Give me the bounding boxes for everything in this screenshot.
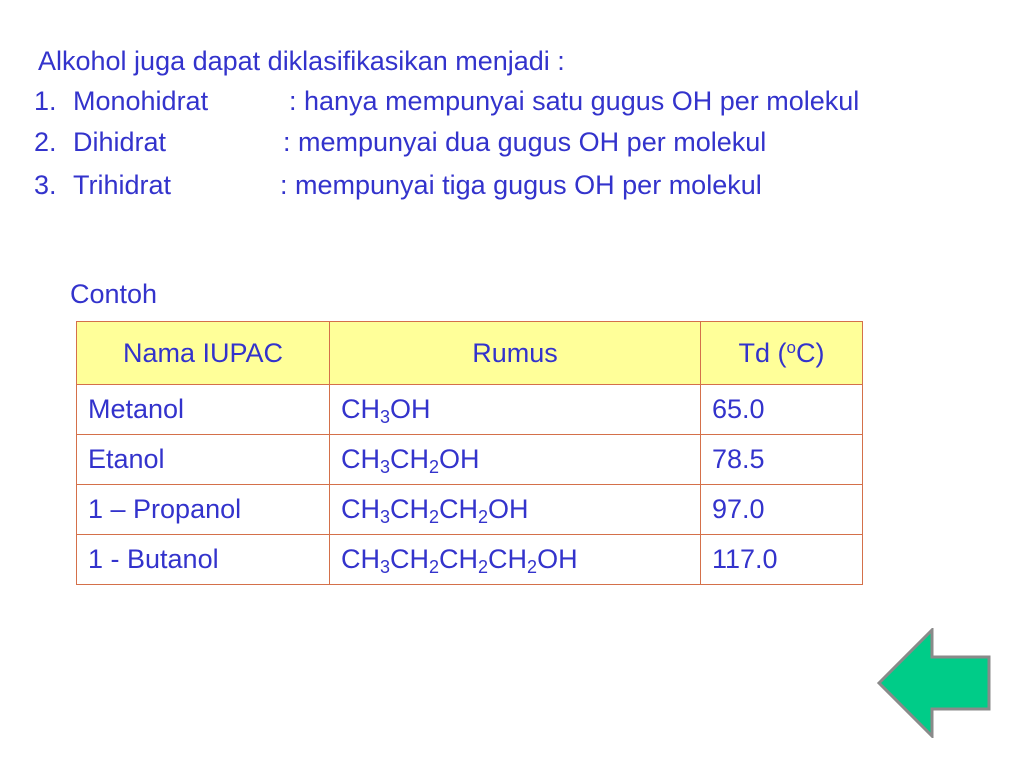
formula-group: CH — [341, 494, 380, 524]
formula-group: CH — [488, 544, 528, 574]
header-bp-prefix: Td ( — [738, 337, 787, 368]
alcohol-table — [76, 321, 863, 585]
cell-boiling-point: 117.0 — [701, 535, 863, 585]
cell-name: Etanol — [77, 435, 330, 485]
left-arrow-icon — [876, 628, 994, 738]
header-bp-suffix: C) — [795, 337, 825, 368]
list-term: Monohidrat — [73, 86, 209, 116]
cell-name: 1 – Propanol — [77, 485, 330, 535]
table-row — [77, 385, 863, 435]
list-number: 3. — [34, 170, 57, 200]
formula-subscript: 3 — [380, 557, 391, 577]
list-item — [34, 129, 1024, 161]
formula-subscript: 2 — [429, 457, 440, 477]
formula-group: OH — [439, 444, 480, 474]
cell-formula — [330, 485, 701, 535]
formula-group: OH — [537, 544, 578, 574]
formula-subscript: 2 — [478, 507, 489, 527]
cell-formula — [330, 435, 701, 485]
formula-group: CH — [390, 544, 430, 574]
formula-subscript: 3 — [380, 507, 391, 527]
cell-boiling-point: 65.0 — [701, 385, 863, 435]
formula-subscript: 2 — [429, 557, 440, 577]
list-number: 1. — [34, 86, 57, 116]
formula-group: OH — [488, 494, 529, 524]
list-term: Dihidrat — [73, 127, 167, 157]
formula-subscript: 3 — [380, 407, 391, 427]
formula-group: CH — [341, 394, 380, 424]
list-description: : mempunyai tiga gugus OH per molekul — [280, 170, 762, 200]
list-term: Trihidrat — [73, 170, 172, 200]
formula-group: CH — [341, 544, 380, 574]
table-row — [77, 485, 863, 535]
header-boiling-point — [701, 322, 863, 385]
formula-subscript: 2 — [478, 557, 489, 577]
formula-subscript: 2 — [429, 507, 440, 527]
formula-subscript: 3 — [380, 457, 391, 477]
formula-group: CH — [341, 444, 380, 474]
back-button[interactable] — [876, 628, 994, 738]
header-formula: Rumus — [330, 322, 701, 385]
header-name: Nama IUPAC — [77, 322, 330, 385]
table-header-row — [77, 322, 863, 385]
list-item — [34, 88, 1024, 120]
list-description: : mempunyai dua gugus OH per molekul — [283, 127, 767, 157]
list-number: 2. — [34, 127, 57, 157]
cell-boiling-point: 78.5 — [701, 435, 863, 485]
formula-subscript: 2 — [527, 557, 538, 577]
table-row — [77, 535, 863, 585]
cell-formula — [330, 535, 701, 585]
intro-text: Alkohol juga dapat diklasifikasikan menjadi : — [38, 46, 565, 76]
formula-group: OH — [390, 394, 431, 424]
formula-group: CH — [439, 544, 479, 574]
formula-group: CH — [390, 444, 430, 474]
formula-group: CH — [439, 494, 479, 524]
cell-name: Metanol — [77, 385, 330, 435]
table-row — [77, 435, 863, 485]
cell-boiling-point: 97.0 — [701, 485, 863, 535]
cell-formula — [330, 385, 701, 435]
header-bp-degree: o — [786, 337, 796, 357]
example-label: Contoh — [70, 279, 158, 309]
formula-group: CH — [390, 494, 430, 524]
list-description: : hanya mempunyai satu gugus OH per molekul — [289, 86, 860, 116]
list-item — [34, 172, 1024, 204]
cell-name: 1 - Butanol — [77, 535, 330, 585]
